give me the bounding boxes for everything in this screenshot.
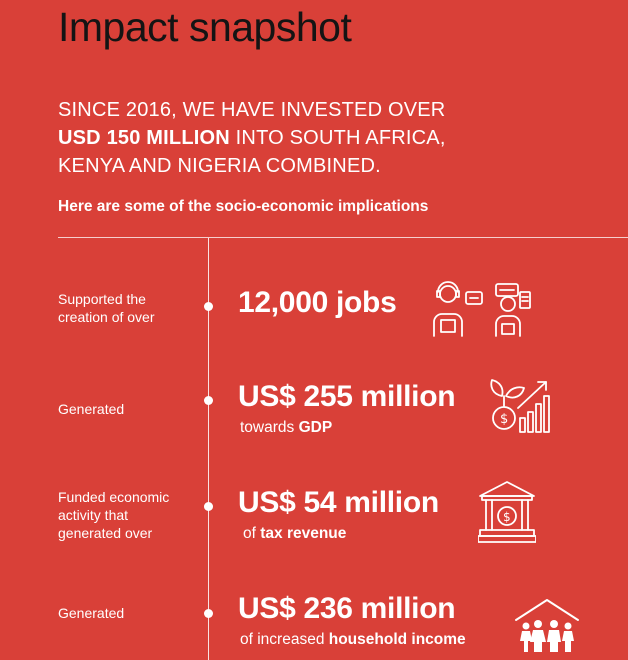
label-line: generated over (58, 525, 153, 541)
timeline-dot (204, 502, 213, 511)
label-line: Generated (58, 605, 125, 621)
label-line: activity that (58, 507, 129, 523)
section-subheading: Here are some of the socio-economic implications (58, 198, 429, 215)
growth-chart-icon (488, 378, 552, 434)
row-subtext (240, 631, 466, 649)
row-figure: US$ 255 million (238, 380, 456, 413)
row-figure: US$ 54 million (238, 486, 439, 519)
row-subtext (243, 525, 346, 543)
subtext-plain: of increased (240, 631, 329, 648)
label-line: Supported the (58, 291, 146, 307)
timeline-dot (204, 302, 213, 311)
timeline-dot (204, 609, 213, 618)
subtext-bold: GDP (298, 419, 333, 436)
label-line: creation of over (58, 309, 155, 325)
intro-line-2-rest: INTO SOUTH AFRICA, (229, 127, 446, 149)
intro-statement (58, 96, 598, 180)
government-building-icon (478, 480, 536, 544)
subtext-plain: towards (240, 419, 299, 436)
row-figure: US$ 236 million (238, 592, 456, 625)
intro-line-1: SINCE 2016, WE HAVE INVESTED OVER (58, 99, 446, 121)
row-label (58, 604, 198, 622)
row-label (58, 400, 198, 418)
svg-text:$: $ (500, 412, 509, 427)
intro-line-3: KENYA AND NIGERIA COMBINED. (58, 155, 381, 177)
intro-line-2 (58, 124, 598, 152)
svg-text:$: $ (503, 510, 511, 524)
subtext-bold: household income (328, 631, 466, 648)
workers-icon (428, 278, 532, 338)
title-light: snapshot (188, 4, 352, 50)
label-line: Generated (58, 401, 125, 417)
page-title (58, 4, 351, 51)
label-line: Funded economic (58, 489, 170, 505)
row-subtext (240, 419, 332, 437)
row-label (58, 488, 198, 542)
family-home-icon (514, 598, 580, 654)
row-figure: 12,000 jobs (238, 286, 397, 319)
title-bold: Impact (58, 4, 179, 50)
intro-amount: USD 150 MILLION (58, 127, 230, 149)
subtext-plain: of (243, 525, 261, 542)
timeline-dot (204, 396, 213, 405)
divider (58, 237, 628, 238)
row-label (58, 290, 198, 326)
subtext-bold: tax revenue (260, 525, 347, 542)
